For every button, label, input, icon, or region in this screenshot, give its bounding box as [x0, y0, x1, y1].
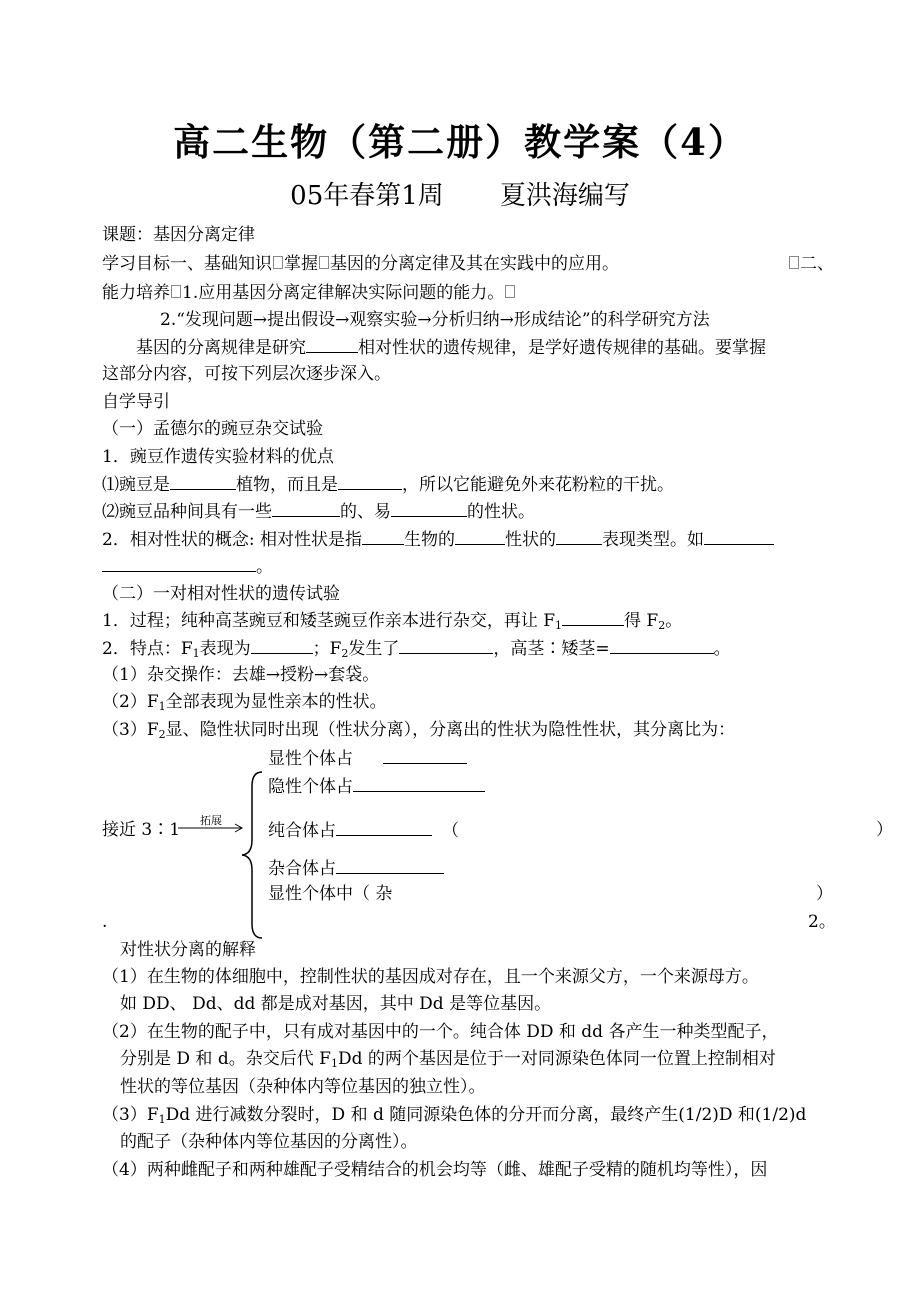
missing-glyph-icon	[505, 285, 515, 298]
section2-step2: $(2)F_1$全部表现为显性亲本的性状。	[102, 692, 387, 713]
fill-blank[interactable]	[102, 554, 256, 572]
dominant-detail-close: ）	[816, 884, 833, 904]
fill-blank[interactable]	[170, 472, 236, 490]
section1-point1: ⑴豌豆是 植物，而且是 ，所以它能避免外来花粉粒的干扰。	[102, 472, 674, 497]
fill-blank[interactable]	[704, 527, 774, 545]
branch-dominant-detail: 显性个体中（ 杂	[268, 884, 393, 904]
intro-paragraph-line2: 这部分内容，可按下列层次逐步深入。	[102, 364, 391, 384]
goal-tail: 二、	[788, 252, 834, 276]
fill-blank[interactable]	[338, 472, 402, 490]
fill-blank[interactable]	[610, 636, 714, 654]
explain4-line1: （4）两种雌配子和两种雄配子受精结合的机会均等（雌、雄配子受精的随机均等性），因	[102, 1160, 768, 1180]
fill-blank[interactable]	[251, 636, 313, 654]
section1-heading: （一）孟德尔的豌豆杂交试验	[102, 419, 323, 439]
missing-glyph-icon	[319, 256, 329, 269]
fill-blank[interactable]	[556, 527, 602, 545]
explain3-line2: 的配子（杂种体内等位基因的分离性）。	[120, 1132, 418, 1152]
brace-icon	[238, 770, 264, 940]
section2-process: 1．过程；纯种高茎豌豆和矮茎豌豆作亲本进行杂交，再让 $F_1$ 得 $F_2$。	[102, 608, 682, 633]
page-title: 高二生物（第二册）教学案（4）	[173, 120, 747, 164]
branch-heterozygous: 杂合体占	[268, 856, 444, 881]
explain2-line1: （2）在生物的配子中，只有成对基因中的一个。纯合体 DD 和 dd 各产生一种类型配子，	[102, 1022, 779, 1042]
missing-glyph-icon	[789, 256, 799, 269]
fill-blank[interactable]	[391, 499, 467, 517]
fill-blank[interactable]	[562, 608, 624, 626]
missing-glyph-icon	[273, 256, 283, 269]
guide-heading: 自学导引	[102, 392, 170, 412]
explain1-line2: 如 DD、 Dd、dd 都是成对基因，其中 Dd 是等位基因。	[120, 994, 552, 1014]
branch-recessive: 隐性个体占	[268, 774, 485, 799]
section1-item2-cont: 。	[102, 554, 273, 579]
fill-blank[interactable]	[306, 335, 358, 353]
section3-heading: 对性状分离的解释	[120, 940, 256, 960]
page-subtitle	[0, 175, 920, 212]
topic-line: 课题：基因分离定律	[102, 225, 255, 245]
arrow-label: 拓展	[200, 815, 222, 827]
fill-blank[interactable]	[362, 527, 404, 545]
homozygous-close: ）	[876, 820, 893, 840]
fill-blank[interactable]	[272, 499, 340, 517]
method-line: 2.“发现问题→提出假设→观察实验→分析归纳→形成结论”的科学研究方法	[160, 310, 710, 330]
author-label: 夏洪海编写	[499, 181, 630, 211]
section2-heading: （二）一对相对性状的遗传试验	[102, 584, 340, 604]
ability-line: 能力培养 1.应用基因分离定律解决实际问题的能力。	[102, 281, 516, 305]
week-label: 05年春第1周	[290, 181, 444, 211]
fill-blank[interactable]	[399, 636, 493, 654]
stray-dot: .	[102, 912, 108, 932]
section1-item1: 1．豌豆作遗传实验材料的优点	[102, 447, 334, 467]
intro-paragraph-line1: 基因的分离规律是研究 相对性状的遗传规律，是学好遗传规律的基础。要掌握	[136, 335, 766, 360]
section1-item2: 2．相对性状的概念: 相对性状是指 生物的 性状的 表现类型。如	[102, 527, 774, 552]
fill-blank[interactable]	[383, 746, 467, 764]
section1-point2: ⑵豌豆品种间具有一些 的、易 的性状。	[102, 499, 535, 524]
section2-step1: （1）杂交操作：去雄→授粉→套袋。	[102, 665, 380, 685]
fill-blank[interactable]	[455, 527, 505, 545]
explain3-line1: $(3)F_1Dd$ 进行减数分裂时，D 和 d 随同源染色体的分开而分离，最终产生(1/2)D 和(1/2)d	[102, 1105, 807, 1126]
fill-blank[interactable]	[336, 818, 432, 836]
section-number: 2。	[808, 912, 836, 932]
branch-dominant: 显性个体占	[268, 746, 467, 771]
goal-line: 学习目标一、基础知识 掌握 基因的分离定律及其在实践中的应用。	[102, 254, 619, 274]
explain2-line2: 分别是 D 和 d。杂交后代 $F_1Dd$ 的两个基因是位于一对同源染色体同一位置上控制相对	[120, 1049, 776, 1070]
fill-blank[interactable]	[336, 856, 444, 874]
explain2-line3: 性状的等位基因（杂种体内等位基因的独立性）。	[120, 1077, 486, 1097]
ratio-label: 接近 3∶1	[102, 820, 181, 840]
explain1-line1: （1）在生物的体细胞中，控制性状的基因成对存在，且一个来源父方，一个来源母方。	[102, 967, 759, 987]
fill-blank[interactable]	[353, 774, 485, 792]
branch-homozygous: 纯合体占 （	[268, 818, 459, 843]
missing-glyph-icon	[171, 285, 181, 298]
section2-feature: 2．特点：$F_1$表现为 ；$F_2$发生了 ，高茎∶矮茎= 。	[102, 636, 731, 661]
section2-step3: $(3)F_2$显、隐性状同时出现（性状分离），分离出的性状为隐性性状，其分离比为：	[102, 720, 736, 741]
